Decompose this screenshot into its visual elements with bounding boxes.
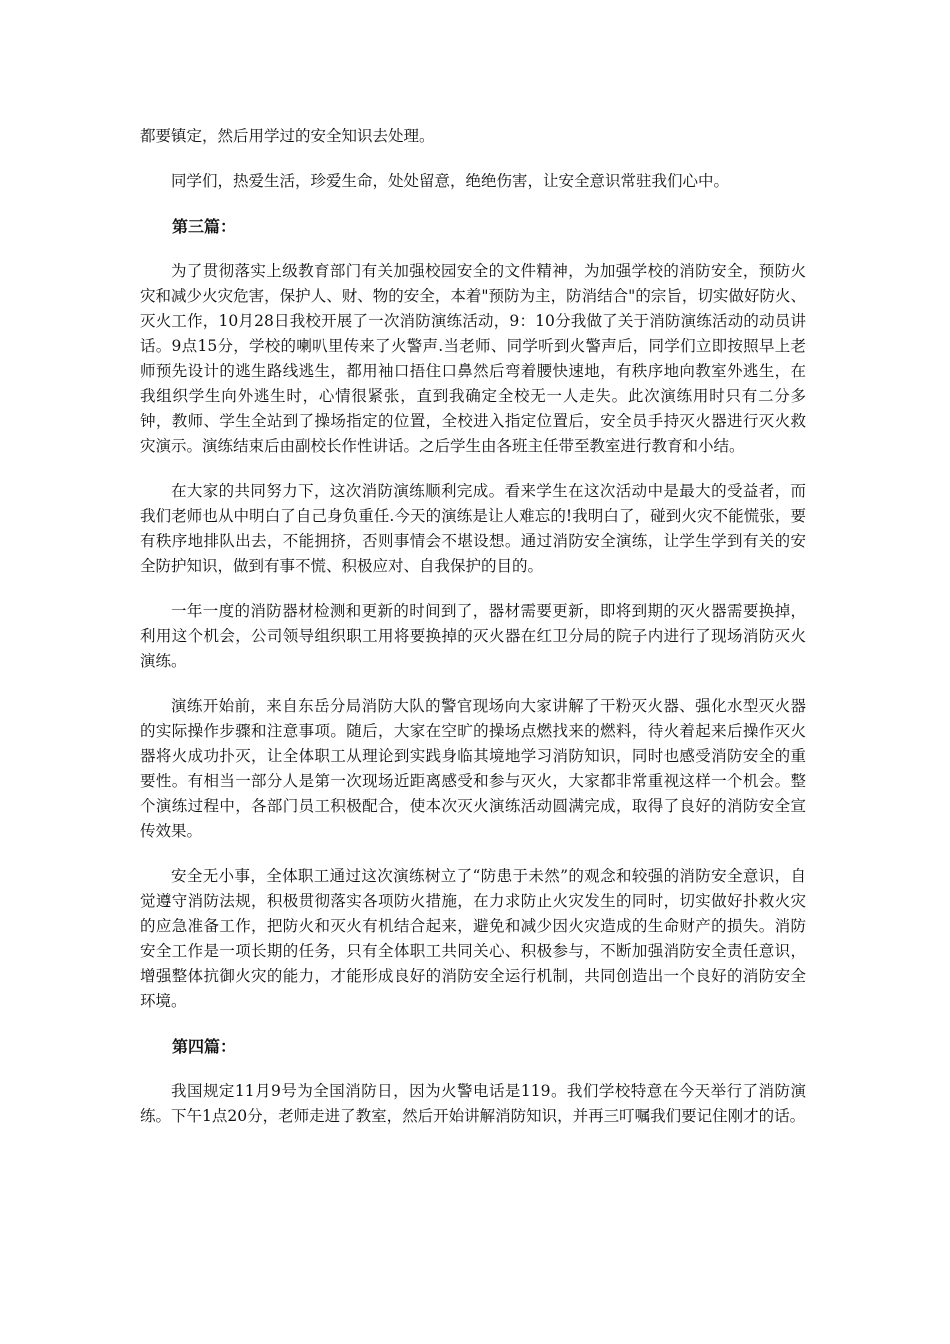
paragraph: 在大家的共同努力下，这次消防演练顺利完成。看来学生在这次活动中是最大的受益者，而我们老师也从中明白了自己身负重任.今天的演练是让人难忘的!我明白了，碰到火灾不能慌张，要有秩序地排队出去，不能拥挤，否则事情会不堪设想。通过消防安全演练，让学生学到有关的安全防护知识，做到有事不慌、积极应对、自我保护的目的。 <box>140 482 806 575</box>
paragraph: 安全无小事，全体职工通过这次演练树立了“防患于未然”的观念和较强的消防安全意识，自觉遵守消防法规，积极贯彻落实各项防火措施，在力求防止火灾发生的同时，切实做好扑救火灾的应急准备工作，把防火和灭火有机结合起来，避免和减少因火灾造成的生命财产的损失。消防安全工作是一项长期的任务，只有全体职工共同关心、积极参与，不断加强消防安全责任意识，增强整体抗御火灾的能力，才能形成良好的消防安全运行机制，共同创造出一个良好的消防安全环境。 <box>140 867 806 1010</box>
section-heading: 第四篇： <box>172 1037 237 1056</box>
paragraph: 一年一度的消防器材检测和更新的时间到了，器材需要更新，即将到期的灭火器需要换掉，利用这个机会，公司领导组织职工用将要换掉的灭火器在红卫分局的院子内进行了现场消防灭火演练。 <box>140 602 806 670</box>
document-page <box>140 124 806 1149</box>
paragraph: 演练开始前，来自东岳分局消防大队的警官现场向大家讲解了干粉灭火器、强化水型灭火器的实际操作步骤和注意事项。随后，大家在空旷的操场点燃找来的燃料，待火着起来后操作灭火器将火成功扑灭，让全体职工从理论到实践身临其境地学习消防知识，同时也感受消防安全的重要性。有相当一部分人是第一次现场近距离感受和参与灭火，大家都非常重视这样一个机会。整个演练过程中，各部门员工积极配合，使本次灭火演练活动圆满完成，取得了良好的消防安全宣传效果。 <box>140 697 806 840</box>
paragraph: 我国规定11月9号为全国消防日，因为火警电话是119。我们学校特意在今天举行了消防演练。下午1点20分，老师走进了教室，然后开始讲解消防知识，并再三叮嘱我们要记住刚才的话。 <box>140 1082 806 1125</box>
paragraph: 都要镇定，然后用学过的安全知识去处理。 <box>140 127 435 145</box>
section-heading: 第三篇： <box>172 217 237 236</box>
paragraph: 为了贯彻落实上级教育部门有关加强校园安全的文件精神，为加强学校的消防安全，预防火灾和减少火灾危害，保护人、财、物的安全，本着"预防为主，防消结合"的宗旨，切实做好防火、灭火工作，10月28日我校开展了一次消防演练活动，9：10分我做了关于消防演练活动的动员讲话。9点15分，学校的喇叭里传来了火警声.当老师、同学听到火警声后，同学们立即按照早上老师预先设计的逃生路线逃生，都用袖口捂住口鼻然后弯着腰快速地，有秩序地向教室外逃生，在我组织学生向外逃生时，心情很紧张，直到我确定全校无一人走失。此次演练用时只有二分多钟，教师、学生全站到了操场指定的位置，全校进入指定位置后，安全员手持灭火器进行灭火救灾演示。演练结束后由副校长作性讲话。之后学生由各班主任带至教室进行教育和小结。 <box>140 262 806 455</box>
paragraph: 同学们，热爱生活，珍爱生命，处处留意，绝绝伤害，让安全意识常驻我们心中。 <box>171 172 730 190</box>
